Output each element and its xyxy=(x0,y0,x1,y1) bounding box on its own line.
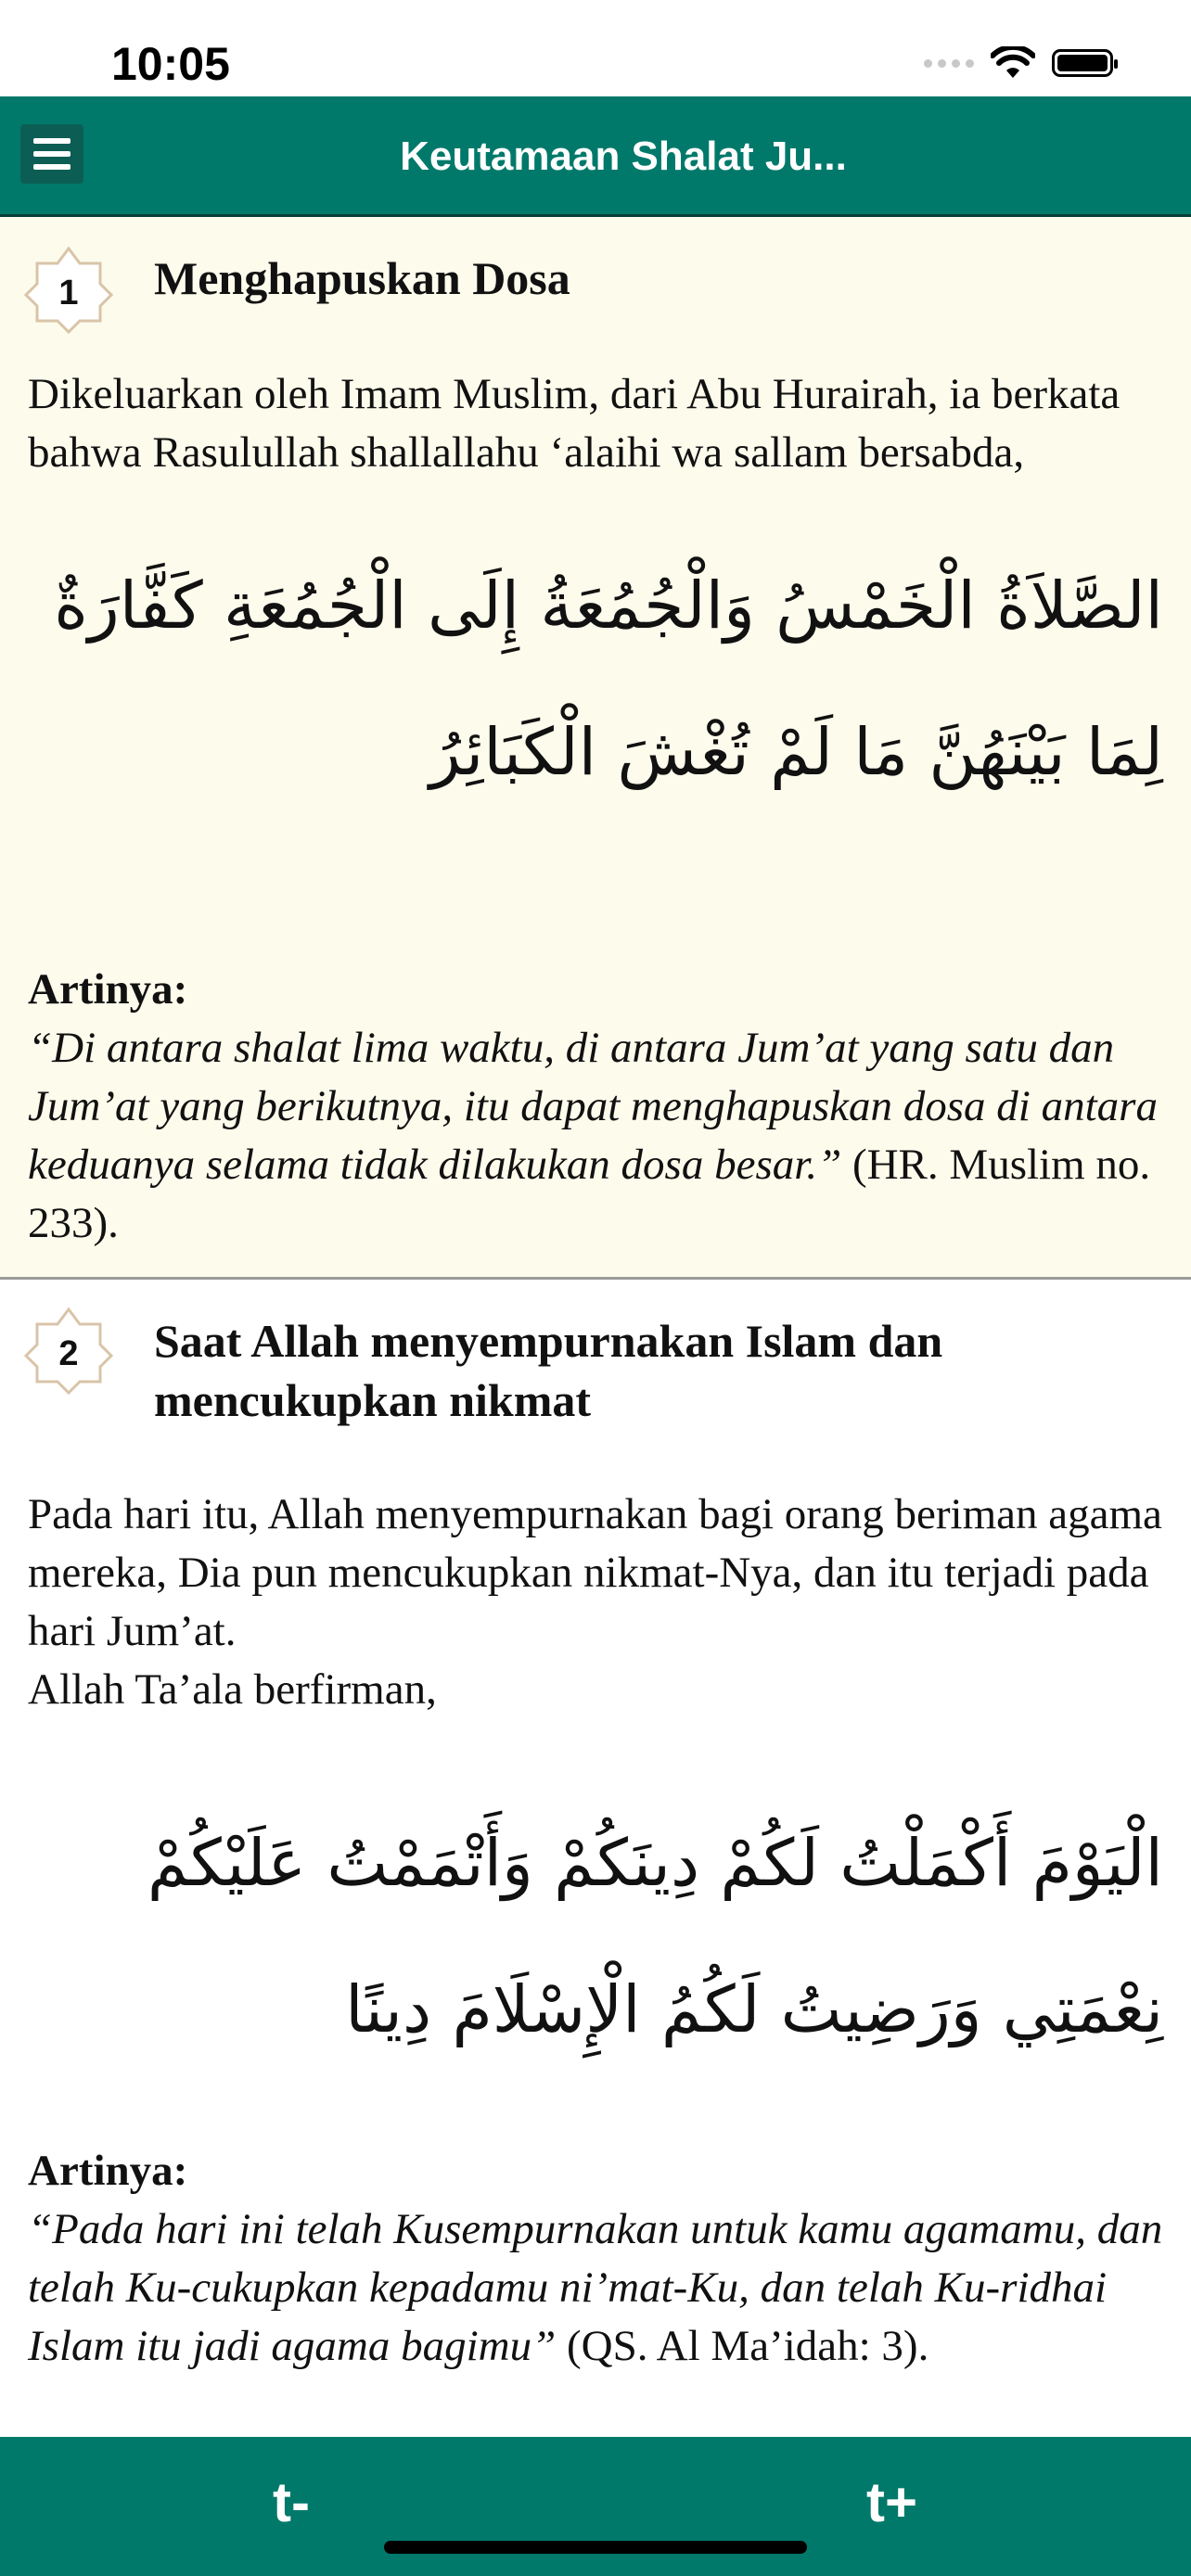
number-badge xyxy=(24,1306,113,1395)
section-title: Saat Allah menyempurnakan Islam dan mencukupkan nikmat xyxy=(154,1315,943,1426)
page-title: Keutamaan Shalat Ju... xyxy=(400,134,847,179)
translation-block xyxy=(28,2142,1163,2376)
arabic-text: الْيَوْمَ أَكْمَلْتُ لَكُمْ دِينَكُمْ وَأَتْمَمْتُ عَلَيْكُمْ نِعْمَتِي وَرَضِيتُ لَكُمُ الْإِسْلَامَ دِينًا xyxy=(147,1825,1163,2047)
section-2 xyxy=(0,1280,1191,2437)
section-number: 1 xyxy=(58,274,79,312)
section-number: 2 xyxy=(58,1334,79,1373)
octagram-star-icon xyxy=(24,1306,113,1395)
wifi-icon xyxy=(991,46,1035,80)
quran-reference: (QS. Al Ma’idah: 3). xyxy=(567,2322,929,2370)
nav-bar xyxy=(0,96,1191,217)
artinya-text: “Pada hari ini telah Kusempurnakan untuk kamu agamamu, dan telah Ku-cukupkan kepadamu ni’mat-Ku, dan telah Ku-ridhai Islam itu jadi agama bagimu” xyxy=(28,2205,1163,2370)
arabic-text: الصَّلاَةُ الْخَمْسُ وَالْجُمُعَةُ إِلَى الْجُمُعَةِ كَفَّارَةٌ لِمَا بَيْنَهُنَّ مَا لَمْ تُغْشَ الْكَبَائِرُ xyxy=(54,567,1163,790)
section-intro-2: Allah Ta’ala berfirman, xyxy=(28,1665,437,1714)
octagram-star-icon xyxy=(24,245,113,334)
status-icons xyxy=(924,46,1113,80)
section-intro: Pada hari itu, Allah menyempurnakan bagi orang beriman agama mereka, Dia pun mencukupkan nikmat-Nya, dan itu terjadi pada hari Jum’at. xyxy=(28,1490,1162,1655)
decrease-text-size-button[interactable]: t- xyxy=(273,2471,310,2533)
artinya-text: “Di antara shalat lima waktu, di antara Jum’at yang satu dan Jum’at yang berikutnya, itu dapat menghapuskan dosa di antara keduanya selama tidak dilakukan dosa besar.” xyxy=(28,1024,1158,1189)
artinya-label: Artinya: xyxy=(28,965,188,1014)
section-1 xyxy=(0,217,1191,1280)
bottom-toolbar xyxy=(0,2437,1191,2576)
hadith-reference: (HR. Muslim no. 233). xyxy=(28,1141,1151,1247)
status-bar xyxy=(0,0,1191,96)
home-indicator[interactable] xyxy=(384,2541,807,2554)
translation-block xyxy=(28,961,1163,1253)
status-time: 10:05 xyxy=(111,38,230,90)
increase-text-size-button[interactable]: t+ xyxy=(866,2471,918,2533)
cellular-signal-icon xyxy=(924,59,974,68)
number-badge xyxy=(24,245,113,334)
section-title: Menghapuskan Dosa xyxy=(154,252,570,304)
artinya-label: Artinya: xyxy=(28,2147,188,2195)
battery-icon xyxy=(1052,49,1113,77)
section-intro: Dikeluarkan oleh Imam Muslim, dari Abu Hurairah, ia berkata bahwa Rasulullah shallallahu ‘alaihi wa sallam bersabda, xyxy=(28,370,1121,477)
